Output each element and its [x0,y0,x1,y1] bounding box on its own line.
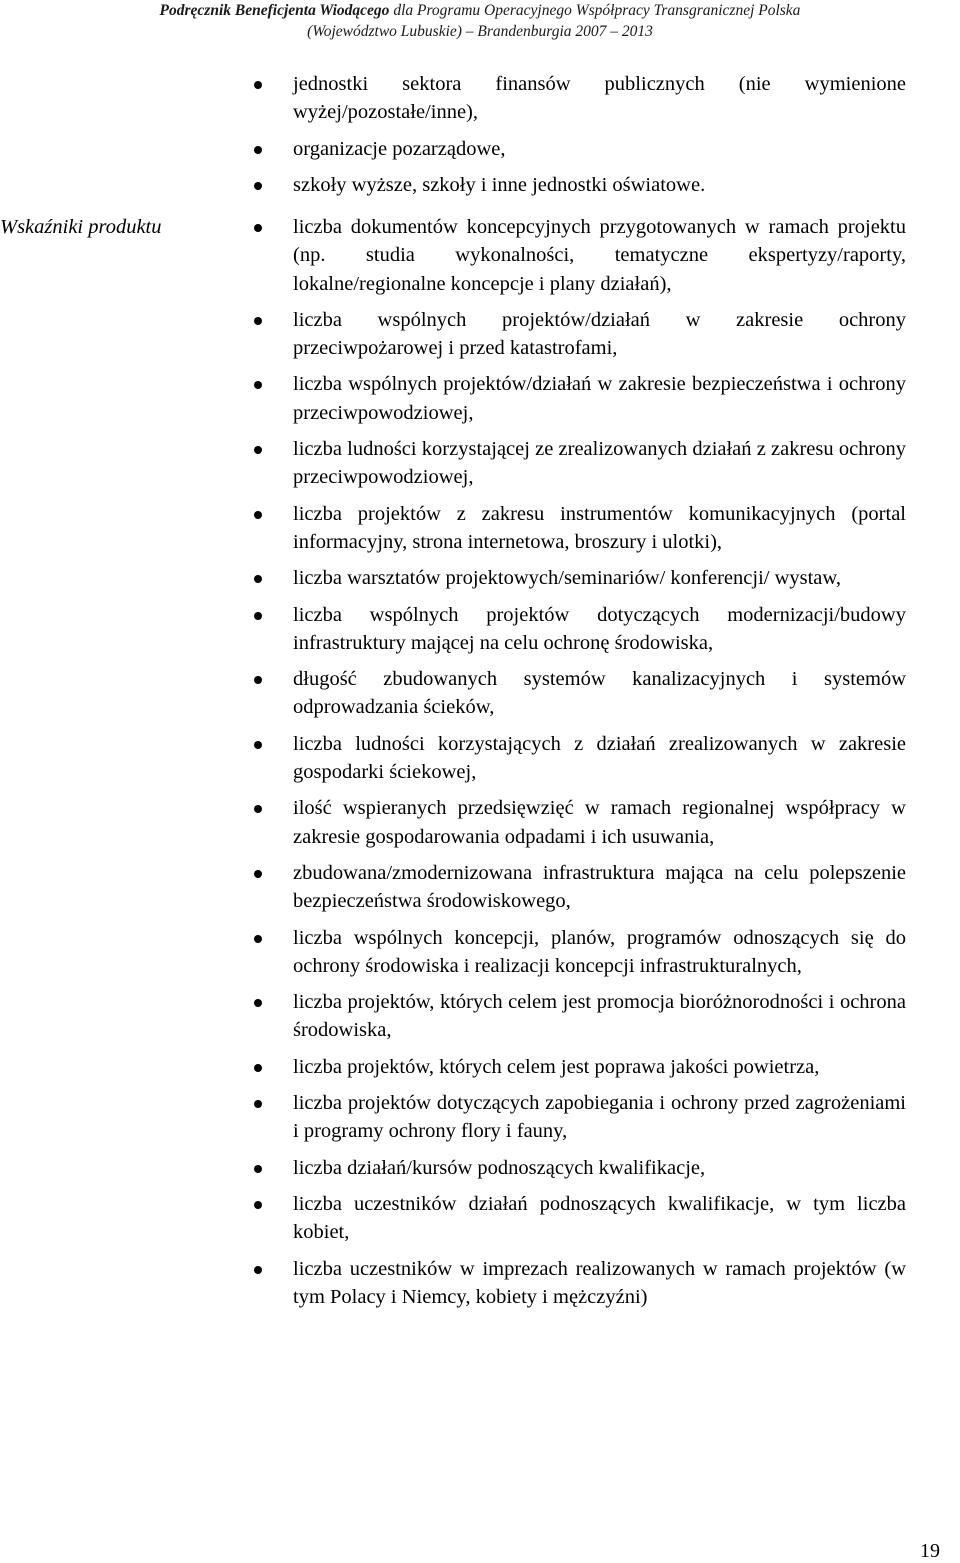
header-line-1 [0,0,960,21]
list-item: liczba wspólnych projektów/działań w zakresie bezpieczeństwa i ochrony przeciwpowodziowej, [250,370,906,427]
list-item: liczba projektów, których celem jest poprawa jakości powietrza, [250,1053,906,1081]
list-item: liczba uczestników działań podnoszących kwalifikacje, w tym liczba kobiet, [250,1190,906,1247]
list-item: liczba projektów, których celem jest promocja bioróżnorodności i ochrona środowiska, [250,988,906,1045]
indicators-label: Wskaźniki produktu [0,216,162,238]
list-item: szkoły wyższe, szkoły i inne jednostki oświatowe. [250,171,906,199]
list-item: jednostki sektora finansów publicznych (nie wymienione wyżej/pozostałe/inne), [250,70,906,127]
list-item: liczba projektów z zakresu instrumentów komunikacyjnych (portal informacyjny, strona internetowa, broszury i ulotki), [250,500,906,557]
page-header [0,0,960,42]
list-item: liczba wspólnych projektów/działań w zakresie ochrony przeciwpożarowej i przed katastrofami, [250,306,906,363]
list-item: liczba wspólnych projektów dotyczących modernizacji/budowy infrastruktury mającej na celu ochronę środowiska, [250,601,906,658]
list-item: liczba dokumentów koncepcyjnych przygotowanych w ramach projektu (np. studia wykonalności, tematyczne ekspertyzy/raporty, lokalne/regionalne koncepcje i plany działań), [250,213,906,298]
header-line-2: (Województwo Lubuskie) – Brandenburgia 2007 – 2013 [307,23,653,40]
list-item: liczba ludności korzystających z działań zrealizowanych w zakresie gospodarki ściekowej, [250,730,906,787]
header-manual-title: Podręcznik Beneficjenta Wiodącego [159,2,390,19]
list-item: organizacje pozarządowe, [250,135,906,163]
indicators-list [250,213,906,1319]
list-item: ilość wspieranych przedsięwzięć w ramach regionalnej współpracy w zakresie gospodarowania odpadami i ich usuwania, [250,794,906,851]
list-item: liczba wspólnych koncepcji, planów, programów odnoszących się do ochrony środowiska i realizacji koncepcji infrastrukturalnych, [250,924,906,981]
beneficiaries-list [250,70,906,207]
list-item: długość zbudowanych systemów kanalizacyjnych i systemów odprowadzania ścieków, [250,665,906,722]
list-item: liczba uczestników w imprezach realizowanych w ramach projektów (w tym Polacy i Niemcy, kobiety i mężczyźni) [250,1255,906,1312]
page-number: 19 [920,1540,940,1562]
list-item: liczba ludności korzystającej ze zrealizowanych działań z zakresu ochrony przeciwpowodziowej, [250,435,906,492]
header-program-name: dla Programu Operacyjnego Współpracy Transgranicznej Polska [389,2,801,19]
list-item: zbudowana/zmodernizowana infrastruktura mająca na celu polepszenie bezpieczeństwa środowiskowego, [250,859,906,916]
list-item: liczba projektów dotyczących zapobiegania i ochrony przed zagrożeniami i programy ochrony flory i fauny, [250,1089,906,1146]
list-item: liczba warsztatów projektowych/seminariów/ konferencji/ wystaw, [250,564,906,592]
list-item: liczba działań/kursów podnoszących kwalifikacje, [250,1154,906,1182]
